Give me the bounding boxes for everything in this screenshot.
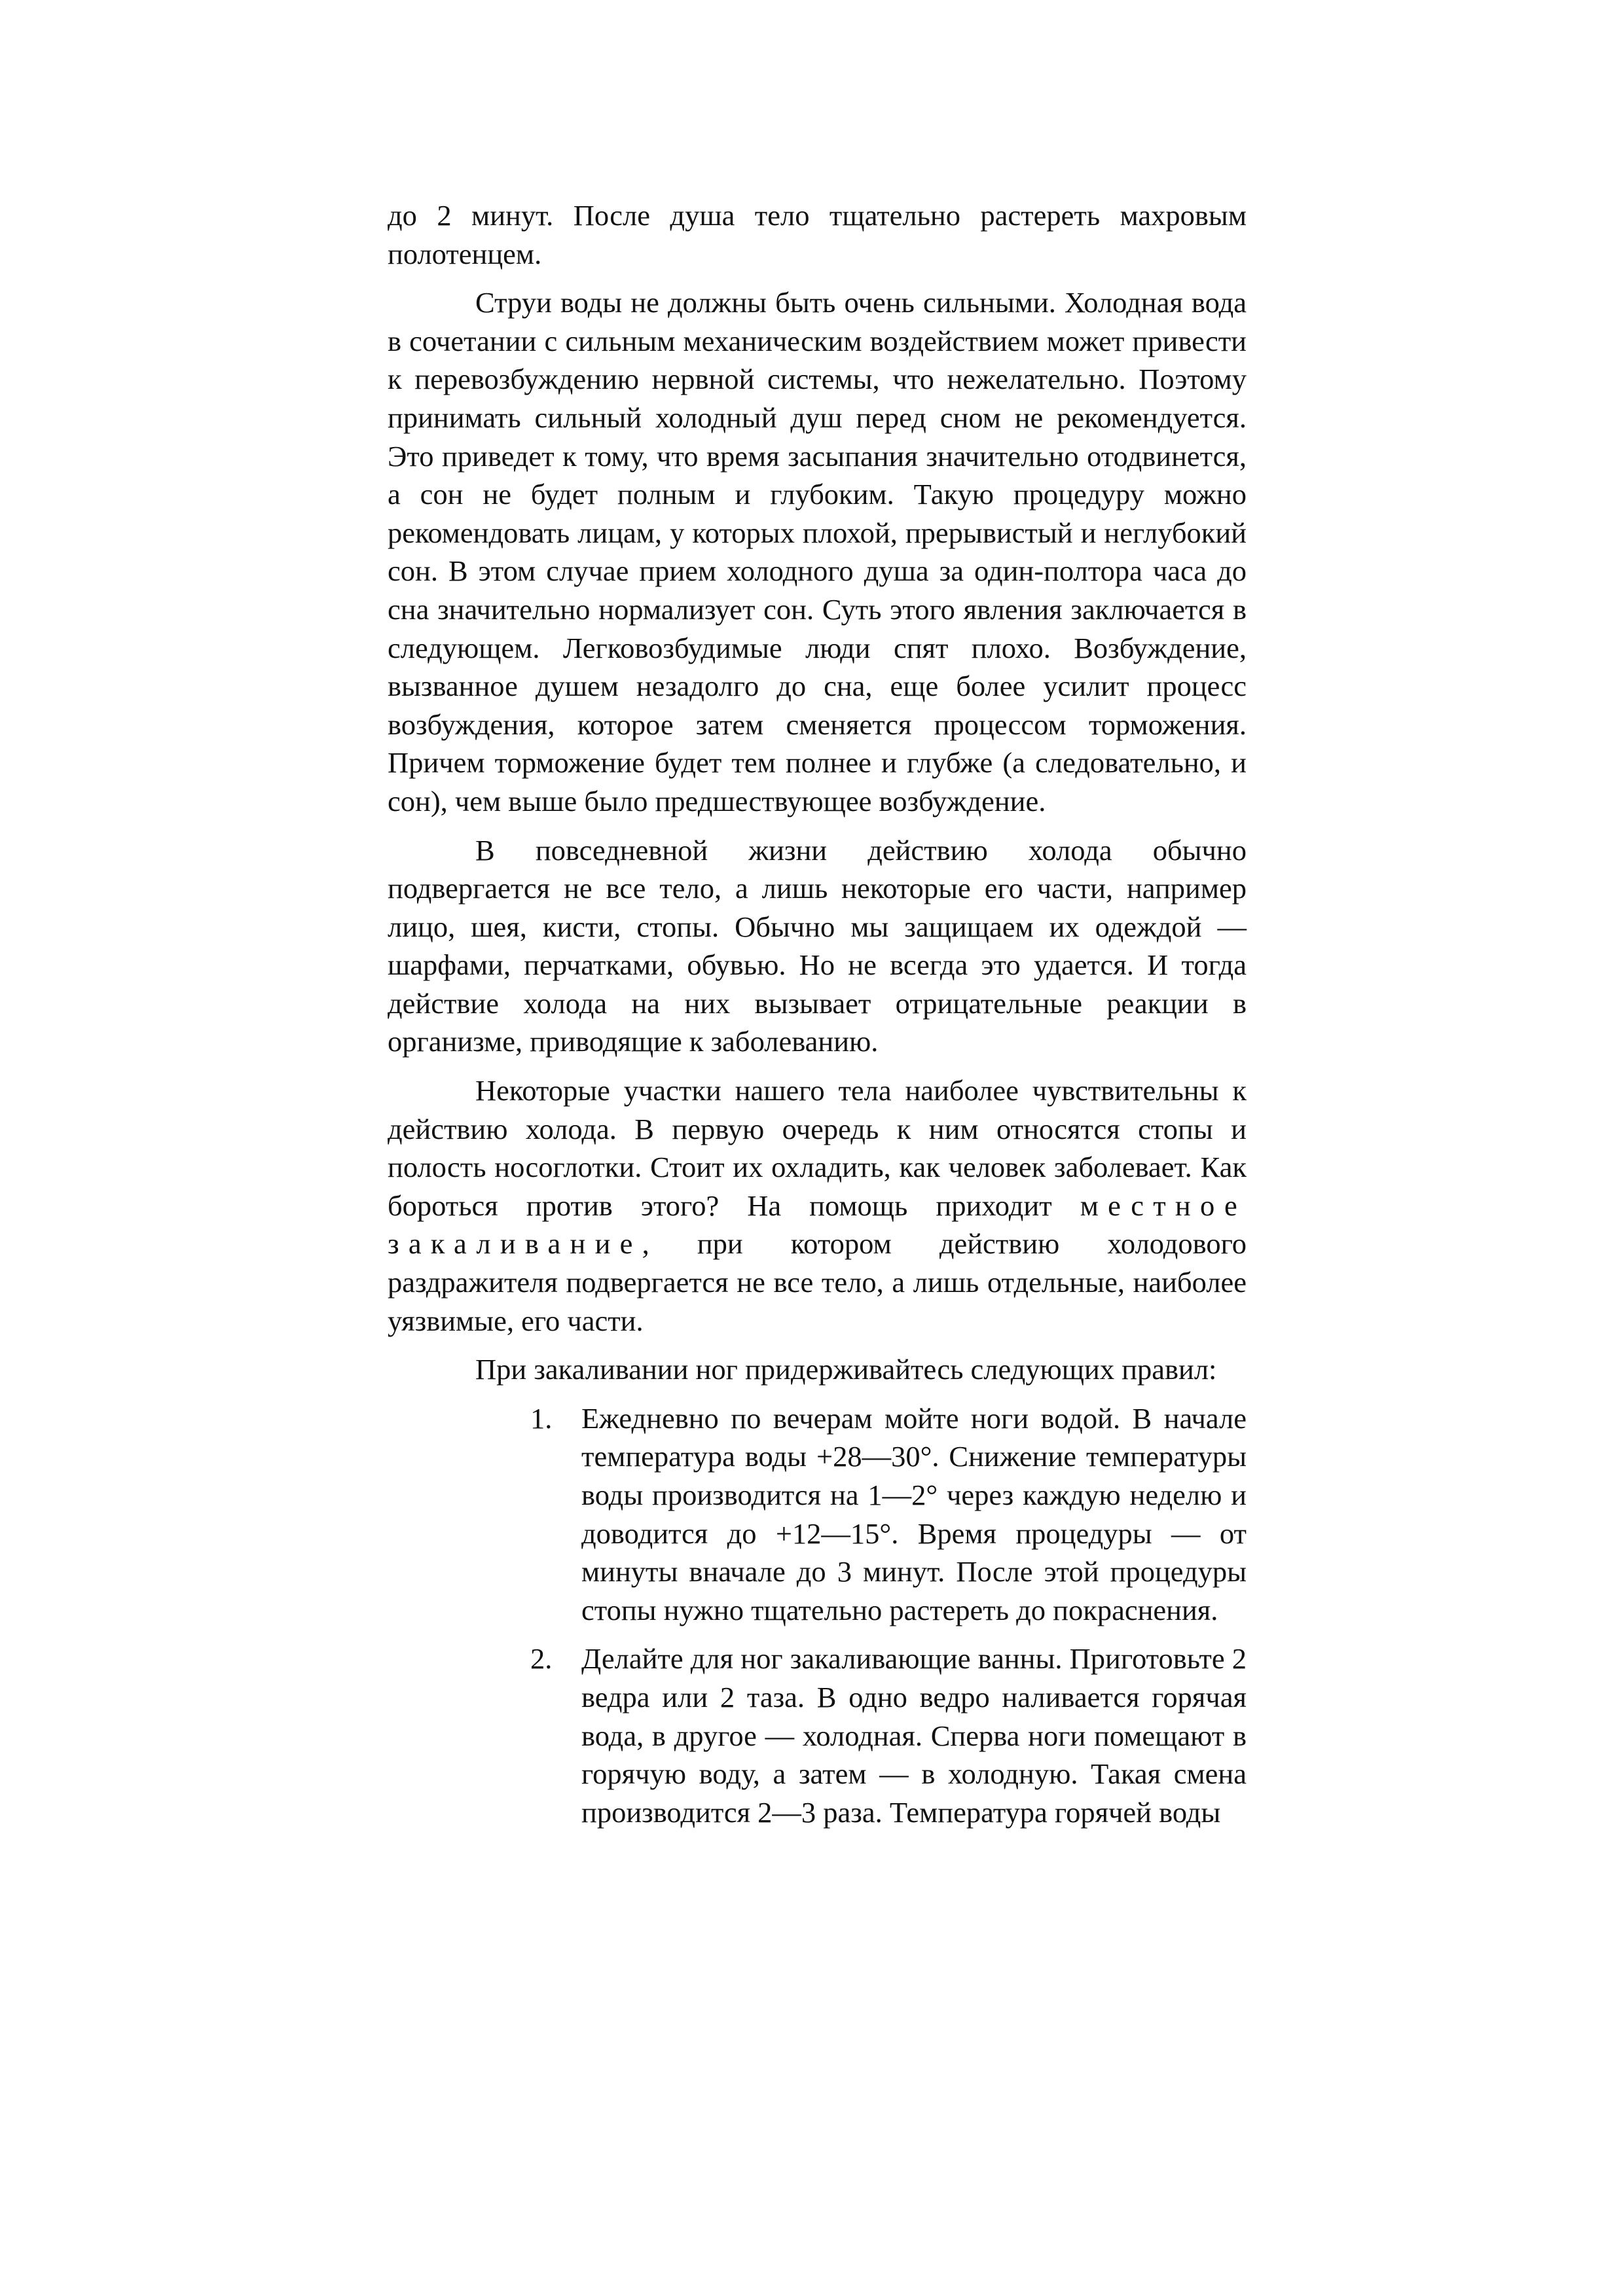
paragraph-shower-jets: Струи воды не должны быть очень сильными. Холодная вода в сочетании с сильным механическим воздействием может привести к перевозбуждению нервной системы, что нежелательно. Поэтому принимать сильный холодный душ перед сном не рекомендуется. Это приведет к тому, что время засыпания значительно отодвинется, а сон не будет полным и глубоким. Такую процедуру можно рекомендовать лицам, у которых плохой, прерывистый и неглубокий сон. В этом случае прием холодного душа за один-полтора часа до сна значительно нормализует сон. Суть этого явления заключается в следующем. Легковозбудимые люди спят плохо. Возбуждение, вызванное душем незадолго до сна, еще более усилит процесс возбуждения, которое затем сменяется процессом торможения. Причем торможение будет тем полнее и глубже (а следовательно, и сон), чем выше было предшествующее возбуждение.	[388, 286, 1247, 817]
list-item	[530, 1640, 1247, 1831]
emphasis-local-hardening: местное закаливание	[388, 1189, 1247, 1261]
paragraph-sensitive-areas-start: Некоторые участки нашего тела наиболее чувствительны к действию холода. В первую очередь к ним относятся стопы и полость носоглотки. Стоит их охладить, как человек заболевает. Как бороться против этого? На помощь приходит	[388, 1074, 1247, 1222]
paragraph-rules-intro: При закаливании ног придерживайтесь следующих правил:	[475, 1353, 1217, 1386]
paragraph-sensitive-areas	[388, 1071, 1247, 1340]
paragraph-local-cold: В повседневной жизни действию холода обычно подвергается не все тело, а лишь некоторые его части, например лицо, шея, кисти, стопы. Обычно мы защищаем их одеждой — шарфами, перчатками, обувью. Но не всегда это удается. И тогда действие холода на них вызывает отрицательные реакции в организме, приводящие к заболеванию.	[388, 833, 1247, 1058]
list-item	[530, 1399, 1247, 1630]
rules-list	[388, 1399, 1247, 1832]
list-item-number: 2.	[530, 1642, 553, 1676]
list-item-text: Делайте для ног закаливающие ванны. Приготовьте 2 ведра или 2 таза. В одно ведро наливается горячая вода, в другое — холодная. Сперва ноги помещают в горячую воду, а затем — в холодную. Такая смена производится 2—3 раза. Температура горячей воды	[581, 1642, 1247, 1829]
list-item-number: 1.	[530, 1401, 553, 1435]
list-item-text: Ежедневно по вечерам мойте ноги водой. В начале температура воды +28—30°. Снижение температуры воды производится на 1—2° через каждую неделю и доводится до +12—15°. Время процедуры — от минуты вначале до 3 минут. После этой процедуры стопы нужно тщательно растереть до покраснения.	[581, 1401, 1247, 1626]
paragraph-continuation: до 2 минут. После душа тело тщательно растереть махровым полотенцем.	[388, 199, 1247, 270]
paragraph-sensitive-areas-end: , при котором действию холодового раздражителя подвергается не все тело, а лишь отдельные, наиболее уязвимые, его части.	[388, 1227, 1247, 1337]
page-body	[388, 196, 1247, 1831]
